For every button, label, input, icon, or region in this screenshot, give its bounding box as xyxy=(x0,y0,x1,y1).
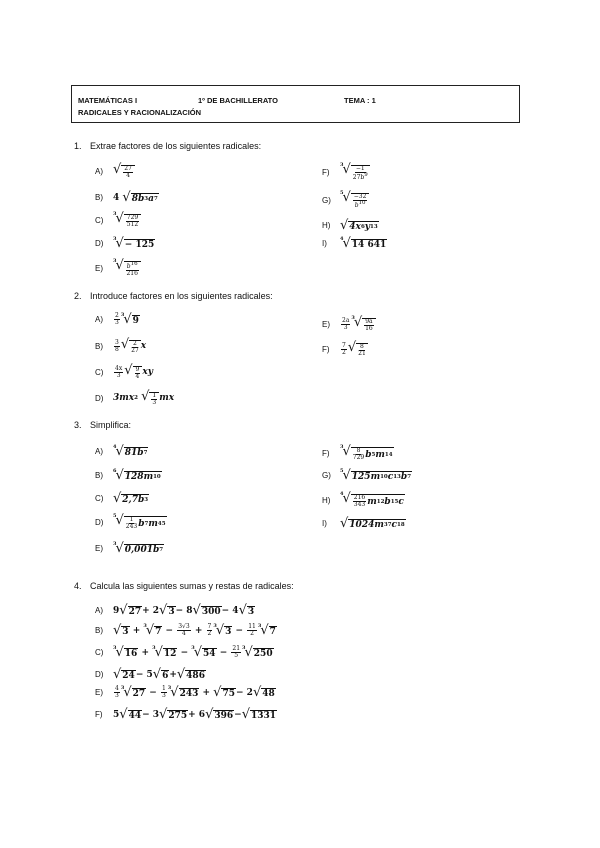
s4-item-d: D) √ 24 − 5 √ 6 + √ 486 xyxy=(95,667,205,682)
s4-item-f: F) 5 √ 44 − 3 √ 275 + 6 √ 396 − √ 1331 xyxy=(95,707,277,722)
s1-item-g: G) 5 √ −32 $b^{10}$ xyxy=(322,191,369,210)
section-4-title: 4. Calcula las siguientes sumas y restas de radicales: xyxy=(74,581,294,591)
s4-item-e: E) 4 3 3 √ 27 − 1 3 3 √ 243 + √ 75 − 2 √ 48 xyxy=(95,685,275,701)
header-title: RADICALES Y RACIONALIZACIÓN xyxy=(78,108,202,117)
s4-item-c: C) 3 √ 16 + 3 √ 12 − 3 √ 54 − 21 5 3 √ 250 xyxy=(95,645,273,661)
header-subject: MATEMÁTICAS I xyxy=(78,96,138,105)
s1-item-f: F) 3 √ −1 $27b^9$ xyxy=(322,162,368,182)
s2-item-f: F) 7 2 √ 8 21 xyxy=(322,340,366,358)
s3-item-g: G) 5 √ 125m 10 c 13 b 7 xyxy=(322,468,412,483)
s2-item-e: E) 2a 3 3 √ 9a 16 xyxy=(322,316,376,333)
s3-item-i: I) √ 1024m 37 c 18 xyxy=(322,516,405,531)
s3-item-d: D) 5 √ 1 243 b 7 m 45 xyxy=(95,513,166,531)
s2-item-d: D) 3mx 2 √ 1 3 mx xyxy=(95,389,175,407)
s3-item-a: A) 4 √ 81b 7 xyxy=(95,444,148,459)
s4-item-a: A) 9 √ 27 + 2 √ 3 − 8 √ 300 − 4 √ 3 xyxy=(95,603,255,618)
s1-item-h: H) √ 4x 6 y 13 xyxy=(322,218,378,233)
header-topic: TEMA : 1 xyxy=(344,96,376,105)
s1-item-c: C) 3 √ 729 512 xyxy=(95,212,141,229)
s1-item-i: I) 4 √ 14 641 xyxy=(322,236,387,251)
s3-item-c: C) √ 2,7b 3 xyxy=(95,491,149,506)
s2-item-c: C) 4x 3 √ 9 4 xy xyxy=(95,363,153,381)
s2-item-b: B) 3 8 √ 2 27 x xyxy=(95,337,147,355)
s1-item-e: E) 3 √ $b^{16}$ 216 xyxy=(95,259,141,278)
s3-item-f: F) 3 √ 8 729 b 5 m 14 xyxy=(322,444,393,462)
s2-item-a: A) 2 3 3 √ 9 xyxy=(95,312,139,328)
section-2-title: 2. Introduce factores en los siguientes radicales: xyxy=(74,291,273,301)
s3-item-e: E) 3 √ 0,001b 7 xyxy=(95,541,164,556)
header-course: 1º DE BACHILLERATO xyxy=(198,96,278,105)
section-3-title: 3. Simplifica: xyxy=(74,420,132,430)
s3-item-b: B) 6 √ 128m 10 xyxy=(95,468,161,483)
s1-item-a: A) √ 27 4 xyxy=(95,163,135,180)
header-box xyxy=(71,85,520,123)
s3-item-h: H) 4 √ 216 343 m 12 b 15 c xyxy=(322,491,404,509)
s1-item-d: D) 3 √ − 125 xyxy=(95,236,155,251)
section-1-title: 1. Extrae factores de los siguientes radicales: xyxy=(74,141,262,151)
s1-item-b: B) 4 √ 8b 3 a 7 xyxy=(95,190,158,205)
s4-item-b: B) √ 3 + 3 √ 7 − 3√3 4 + 7 2 3 √ 3 − 11 2 3 √ 7 xyxy=(95,623,276,639)
